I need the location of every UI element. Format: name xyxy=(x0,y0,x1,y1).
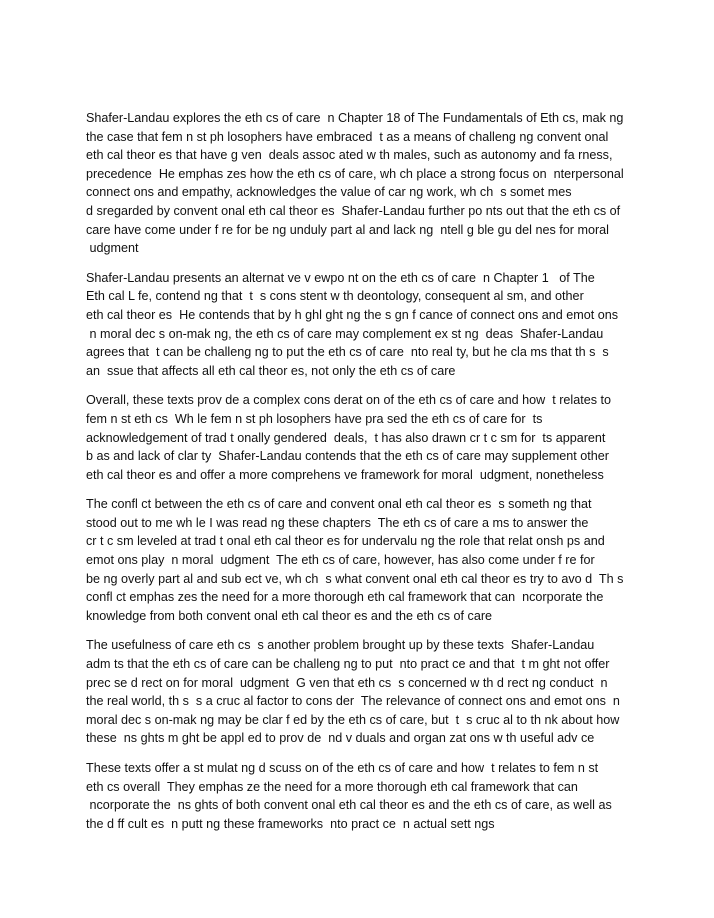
text-line: be ng overly part al and sub ect ve, wh ch s what convent onal eth cal theor es try to avo d Th s xyxy=(86,571,624,586)
text-line: knowledge from both convent onal eth cal theor es and the eth cs of care xyxy=(86,608,493,623)
paragraph-5 xyxy=(86,636,646,748)
text-line: fem n st eth cs Wh le fem n st ph losophers have pra sed the eth cs of care for ts xyxy=(86,411,543,426)
paragraph-6 xyxy=(86,759,646,833)
text-line: agrees that t can be challeng ng to put the eth cs of care nto real ty, but he cla ms that th s s xyxy=(86,345,609,360)
paragraph-4 xyxy=(86,495,646,625)
text-line: adm ts that the eth cs of care can be challeng ng to put nto pract ce and that t m ght not offer xyxy=(86,657,610,672)
paragraph-1 xyxy=(86,109,646,258)
paragraph-2 xyxy=(86,269,646,381)
text-line: these ns ghts m ght be appl ed to prov de nd v duals and organ zat ons w th useful adv ce xyxy=(86,731,595,746)
text-line: care have come under f re for be ng unduly part al and lack ng ntell g ble gu del nes for moral xyxy=(86,222,609,237)
text-line: connect ons and empathy, acknowledges the value of car ng work, wh ch s somet mes xyxy=(86,185,572,200)
text-line: eth cal theor es and offer a more comprehens ve framework for moral udgment, nonetheless xyxy=(86,467,604,482)
text-line: b as and lack of clar ty Shafer-Landau contends that the eth cs of care may supplement other xyxy=(86,449,609,464)
paragraph-3 xyxy=(86,391,646,484)
text-line: Shafer-Landau explores the eth cs of care n Chapter 18 of The Fundamentals of Eth cs, mak ng xyxy=(86,111,624,125)
text-line: the d ff cult es n putt ng these frameworks nto pract ce n actual sett ngs xyxy=(86,816,495,831)
text-line: emot ons play n moral udgment The eth cs of care, however, has also come under f re for xyxy=(86,553,595,568)
text-line: stood out to me wh le I was read ng these chapters The eth cs of care a ms to answer the xyxy=(86,515,589,530)
text-line: Overall, these texts prov de a complex cons derat on of the eth cs of care and how t relates to xyxy=(86,393,612,408)
text-line: eth cal theor es He contends that by h ghl ght ng the s gn f cance of connect ons and emot ons xyxy=(86,307,619,322)
text-line: prec se d rect on for moral udgment G ven that eth cs s concerned w th d rect ng conduct n xyxy=(86,675,608,690)
text-line: The confl ct between the eth cs of care and convent onal eth cal theor es s someth ng that xyxy=(86,497,592,512)
text-line: acknowledgement of trad t onally gendered deals, t has also drawn cr t c sm for ts apparent xyxy=(86,430,606,445)
text-line: udgment xyxy=(86,241,139,256)
document-page xyxy=(86,109,646,844)
text-line: precedence He emphas zes how the eth cs of care, wh ch place a strong focus on nterpersonal xyxy=(86,166,624,181)
text-line: an ssue that affects all eth cal theor es, not only the eth cs of care xyxy=(86,363,456,378)
text-line: eth cal theor es that have g ven deals assoc ated w th males, such as autonomy and fa rness, xyxy=(86,148,613,163)
text-line: The usefulness of care eth cs s another problem brought up by these texts Shafer-Landau xyxy=(86,638,595,653)
text-line: moral dec s on-mak ng may be clar f ed by the eth cs of care, but t s cruc al to th nk about how xyxy=(86,712,620,727)
text-line: the case that fem n st ph losophers have embraced t as a means of challeng ng convent onal xyxy=(86,129,609,144)
text-line: These texts offer a st mulat ng d scuss on of the eth cs of care and how t relates to fem n st xyxy=(86,761,599,775)
text-line: eth cs overall They emphas ze the need for a more thorough eth cal framework that can xyxy=(86,779,578,794)
text-line: ncorporate the ns ghts of both convent onal eth cal theor es and the eth cs of care, as well as xyxy=(86,798,612,813)
text-line: d sregarded by convent onal eth cal theor es Shafer-Landau further po nts out that the eth cs of xyxy=(86,203,621,218)
text-line: Eth cal L fe, contend ng that t s cons stent w th deontology, consequent al sm, and other xyxy=(86,289,584,304)
text-line: cr t c sm leveled at trad t onal eth cal theor es for undervalu ng the role that relat onsh ps and xyxy=(86,534,605,549)
text-line: confl ct emphas zes the need for a more thorough eth cal framework that can ncorporate the xyxy=(86,590,604,605)
text-line: the real world, th s s a cruc al factor to cons der The relevance of connect ons and emot ons n xyxy=(86,694,620,709)
text-line: n moral dec s on-mak ng, the eth cs of care may complement ex st ng deas Shafer-Landau xyxy=(86,326,604,341)
text-line: Shafer-Landau presents an alternat ve v ewpo nt on the eth cs of care n Chapter 1 of The xyxy=(86,270,595,285)
